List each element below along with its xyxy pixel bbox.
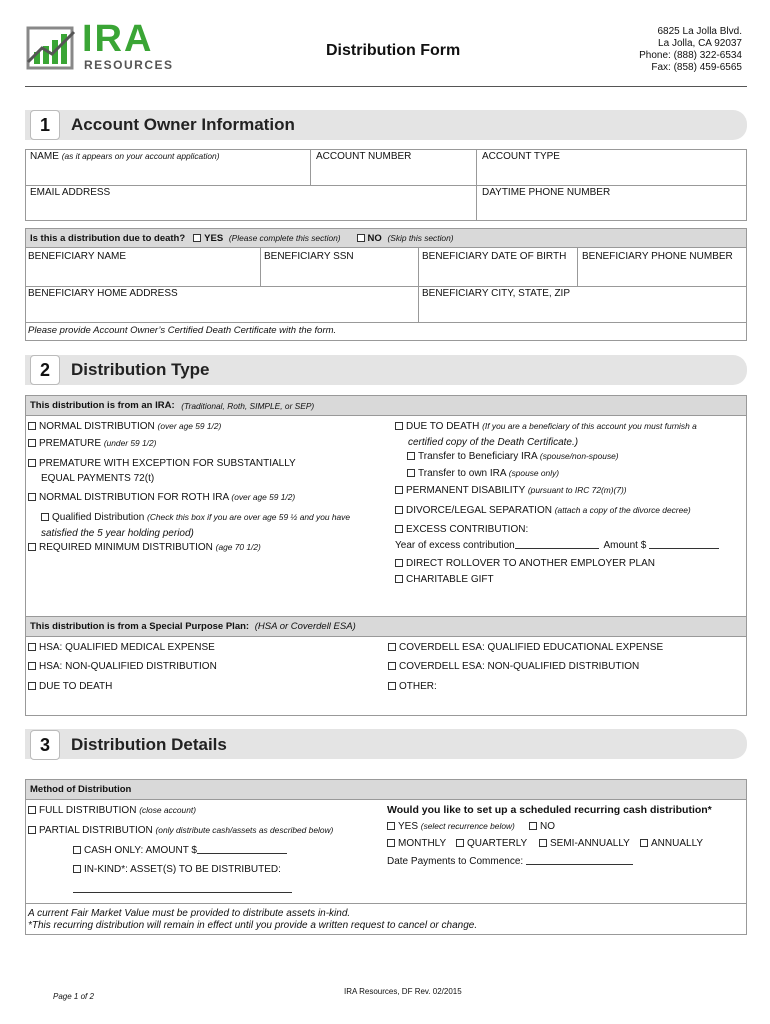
excess-year-label: Year of excess contribution [395, 540, 515, 551]
option-label: NORMAL DISTRIBUTION FOR ROTH IRA [39, 492, 229, 503]
option-label: MONTHLY [398, 838, 447, 849]
checkbox[interactable] [395, 525, 403, 533]
special-plan-header [25, 616, 747, 637]
option-label: CASH ONLY: AMOUNT $ [84, 845, 197, 856]
option-label: COVERDELL ESA: NON-QUALIFIED DISTRIBUTION [399, 661, 640, 672]
charitable-gift-option[interactable] [395, 574, 494, 585]
checkbox[interactable] [388, 682, 396, 690]
address-line: La Jolla, CA 92037 [658, 38, 742, 49]
checkbox[interactable] [193, 234, 201, 242]
logo [24, 18, 194, 72]
option-note: (Check this box if you are over age 59 ½ and you have [147, 512, 351, 522]
checkbox[interactable] [28, 826, 36, 834]
annually-option[interactable] [640, 838, 703, 849]
option-label: HSA: NON-QUALIFIED DISTRIBUTION [39, 661, 217, 672]
fmv-note: A current Fair Market Value must be provided to distribute assets in-kind. [28, 908, 351, 919]
option-label: OTHER: [399, 681, 437, 692]
logo-sub-text: RESOURCES [84, 58, 174, 72]
quarterly-option[interactable] [456, 838, 527, 849]
company-address [639, 26, 742, 74]
divider [476, 149, 477, 221]
checkbox[interactable] [28, 439, 36, 447]
option-label: Qualified Distribution [52, 512, 145, 523]
divider [260, 247, 261, 286]
special-plan-label: This distribution is from a Special Purpose Plan: [30, 621, 250, 632]
option-note: (If you are a beneficiary of this account you must furnish a [482, 421, 697, 431]
option-label: REQUIRED MINIMUM DISTRIBUTION [39, 542, 213, 553]
account-number-field[interactable]: ACCOUNT NUMBER [316, 151, 412, 162]
option-label: IN-KIND*: ASSET(S) TO BE DISTRIBUTED: [84, 864, 281, 875]
page-number: Page 1 of 2 [53, 992, 94, 1001]
coverdell-nonqualified-option[interactable] [388, 661, 639, 672]
option-label: FULL DISTRIBUTION [39, 805, 137, 816]
yes-label: YES [204, 232, 224, 244]
option-label: CHARITABLE GIFT [406, 574, 494, 585]
option-label: PERMANENT DISABILITY [406, 485, 526, 496]
beneficiary-ssn-field[interactable]: BENEFICIARY SSN [264, 251, 354, 262]
name-note: (as it appears on your account application) [61, 151, 220, 161]
transfer-beneficiary-option[interactable] [407, 451, 619, 462]
section-2-number: 2 [30, 355, 60, 385]
transfer-own-option[interactable] [407, 468, 559, 479]
death-note-line2: certified copy of the Death Certificate.) [408, 437, 579, 448]
beneficiary-name-field[interactable]: BENEFICIARY NAME [28, 251, 126, 262]
option-note: (close account) [139, 805, 196, 815]
option-label: PREMATURE WITH EXCEPTION FOR SUBSTANTIALLY [39, 458, 296, 469]
option-note: (age 70 1/2) [215, 542, 261, 552]
option-label: DIRECT ROLLOVER TO ANOTHER EMPLOYER PLAN [406, 558, 655, 569]
method-header [25, 779, 747, 800]
divider [25, 286, 747, 287]
hsa-qualified-option[interactable] [28, 642, 215, 653]
excess-year-input[interactable] [515, 540, 599, 549]
option-label: PREMATURE [39, 438, 102, 449]
checkbox[interactable] [28, 682, 36, 690]
partial-distribution-option[interactable] [28, 825, 333, 836]
in-kind-assets-input[interactable] [73, 884, 292, 893]
checkbox[interactable] [456, 839, 464, 847]
divider [310, 149, 311, 185]
option-label: NORMAL DISTRIBUTION [39, 421, 155, 432]
excess-amount-input[interactable] [649, 540, 719, 549]
option-note: (spouse only) [508, 468, 560, 478]
logo-main-text: IRA [82, 18, 154, 60]
divider [25, 185, 747, 186]
email-field[interactable]: EMAIL ADDRESS [30, 187, 111, 198]
option-label: SEMI-ANNUALLY [550, 838, 630, 849]
rmd-option[interactable] [28, 542, 261, 553]
yes-note: (Please complete this section) [228, 232, 341, 243]
excess-contribution-option[interactable] [395, 524, 528, 535]
due-to-death-option[interactable] [395, 421, 697, 432]
ira-header [25, 395, 747, 416]
name-label: NAME [30, 151, 59, 162]
name-field[interactable] [30, 151, 220, 162]
no-note: (Skip this section) [387, 232, 454, 243]
ira-header-note: (Traditional, Roth, SIMPLE, or SEP) [181, 400, 315, 411]
checkbox[interactable] [395, 575, 403, 583]
disability-option[interactable] [395, 485, 627, 496]
option-note: (over age 59 1/2) [231, 492, 296, 502]
method-label: Method of Distribution [30, 784, 132, 795]
option-label: YES [398, 821, 419, 832]
option-note: (attach a copy of the divorce decree) [554, 505, 691, 515]
cash-only-option[interactable] [73, 845, 287, 856]
checkbox[interactable] [395, 486, 403, 494]
direct-rollover-option[interactable] [395, 558, 655, 569]
checkbox[interactable] [28, 493, 36, 501]
excess-year-row [395, 540, 719, 551]
death-cert-note: Please provide Account Owner’s Certified Death Certificate with the form. [28, 325, 337, 336]
checkbox[interactable] [28, 459, 36, 467]
checkbox[interactable] [357, 234, 365, 242]
option-note: (under 59 1/2) [103, 438, 157, 448]
option-note: (pursuant to IRC 72(m)(7)) [527, 485, 627, 495]
option-label: COVERDELL ESA: QUALIFIED EDUCATIONAL EXPENSE [399, 642, 664, 653]
section-3-number: 3 [30, 730, 60, 760]
checkbox[interactable] [28, 422, 36, 430]
checkbox[interactable] [388, 643, 396, 651]
beneficiary-phone-field[interactable]: BENEFICIARY PHONE NUMBER [582, 251, 733, 262]
option-label: DUE TO DEATH [39, 681, 113, 692]
checkbox[interactable] [41, 513, 49, 521]
normal-distribution-option[interactable] [28, 421, 221, 432]
commence-date-label: Date Payments to Commence: [387, 856, 524, 867]
roth-option[interactable] [28, 492, 295, 503]
death-question: Is this a distribution due to death? [30, 232, 186, 244]
option-note: (over age 59 1/2) [157, 421, 222, 431]
header-divider [25, 86, 747, 87]
address-line: Fax: (858) 459-6565 [651, 62, 742, 73]
checkbox[interactable] [395, 506, 403, 514]
beneficiary-dob-field[interactable]: BENEFICIARY DATE OF BIRTH [422, 251, 567, 262]
cash-amount-input[interactable] [197, 845, 287, 854]
divorce-option[interactable] [395, 505, 691, 516]
option-note: (select recurrence below) [420, 821, 515, 831]
option-label: HSA: QUALIFIED MEDICAL EXPENSE [39, 642, 215, 653]
full-distribution-option[interactable] [28, 805, 196, 816]
option-label: PARTIAL DISTRIBUTION [39, 825, 153, 836]
divider [577, 247, 578, 286]
option-label: DIVORCE/LEGAL SEPARATION [406, 505, 552, 516]
checkbox[interactable] [28, 643, 36, 651]
phone-field[interactable]: DAYTIME PHONE NUMBER [482, 187, 611, 198]
monthly-option[interactable] [387, 838, 446, 849]
special-plan-note: (HSA or Coverdell ESA) [254, 621, 356, 632]
divider [25, 322, 747, 323]
recurring-no-option[interactable] [529, 821, 555, 832]
beneficiary-address-field[interactable]: BENEFICIARY HOME ADDRESS [28, 288, 178, 299]
option-note: (only distribute cash/assets as described below) [155, 825, 334, 835]
option-label: ANNUALLY [651, 838, 704, 849]
recurring-yes-option[interactable] [387, 821, 515, 832]
option-label: EXCESS CONTRIBUTION: [406, 524, 529, 535]
spp-due-to-death-option[interactable] [28, 681, 112, 692]
option-label: Transfer to Beneficiary IRA [418, 451, 538, 462]
section-1-title: Account Owner Information [71, 115, 295, 134]
form-title: Distribution Form [326, 42, 461, 59]
checkbox[interactable] [28, 662, 36, 670]
recurring-question: Would you like to set up a scheduled recurring cash distribution* [387, 804, 712, 816]
checkbox[interactable] [28, 543, 36, 551]
checkbox[interactable] [640, 839, 648, 847]
address-line: 6825 La Jolla Blvd. [657, 26, 742, 37]
section-1-number: 1 [30, 110, 60, 140]
checkbox[interactable] [28, 806, 36, 814]
address-line: Phone: (888) 322-6534 [639, 50, 742, 61]
checkbox[interactable] [395, 422, 403, 430]
qualified-note-line2: satisfied the 5 year holding period) [41, 528, 194, 539]
ira-header-label: This distribution is from an IRA: [30, 400, 175, 411]
section-3-title: Distribution Details [71, 735, 227, 754]
beneficiary-city-field[interactable]: BENEFICIARY CITY, STATE, ZIP [422, 288, 570, 299]
option-label: DUE TO DEATH [406, 421, 480, 432]
other-option[interactable] [388, 681, 437, 692]
option-label: Transfer to own IRA [418, 468, 506, 479]
hsa-nonqualified-option[interactable] [28, 661, 217, 672]
checkbox[interactable] [73, 846, 81, 854]
checkbox[interactable] [387, 839, 395, 847]
checkbox[interactable] [388, 662, 396, 670]
premature-exception-option[interactable] [28, 458, 296, 469]
checkbox[interactable] [395, 559, 403, 567]
checkbox[interactable] [407, 452, 415, 460]
checkbox[interactable] [73, 865, 81, 873]
qualified-distribution-option[interactable] [41, 512, 350, 523]
no-label: NO [367, 232, 382, 244]
option-label: NO [540, 821, 555, 832]
divider [418, 247, 419, 322]
account-type-field[interactable]: ACCOUNT TYPE [482, 151, 560, 162]
semi-annually-option[interactable] [539, 838, 630, 849]
option-label: QUARTERLY [467, 838, 528, 849]
checkbox[interactable] [529, 822, 537, 830]
premature-exception-line2: EQUAL PAYMENTS 72(t) [41, 473, 155, 484]
checkbox[interactable] [387, 822, 395, 830]
option-note: (spouse/non-spouse) [539, 451, 619, 461]
section-2-title: Distribution Type [71, 360, 210, 379]
death-no-option[interactable] [357, 233, 454, 244]
death-yes-option[interactable] [193, 233, 340, 244]
commence-date-row [387, 856, 633, 867]
checkbox[interactable] [407, 469, 415, 477]
coverdell-qualified-option[interactable] [388, 642, 663, 653]
commence-date-input[interactable] [526, 856, 633, 865]
chart-icon [24, 24, 80, 70]
checkbox[interactable] [539, 839, 547, 847]
in-kind-option[interactable] [73, 864, 281, 875]
amount-label: Amount $ [603, 540, 647, 551]
recurring-note: *This recurring distribution will remain in effect until you provide a written request to cancel or change. [28, 920, 478, 931]
death-question-header [25, 228, 747, 248]
premature-option[interactable] [28, 438, 156, 449]
revision-label: IRA Resources, DF Rev. 02/2015 [344, 987, 462, 996]
